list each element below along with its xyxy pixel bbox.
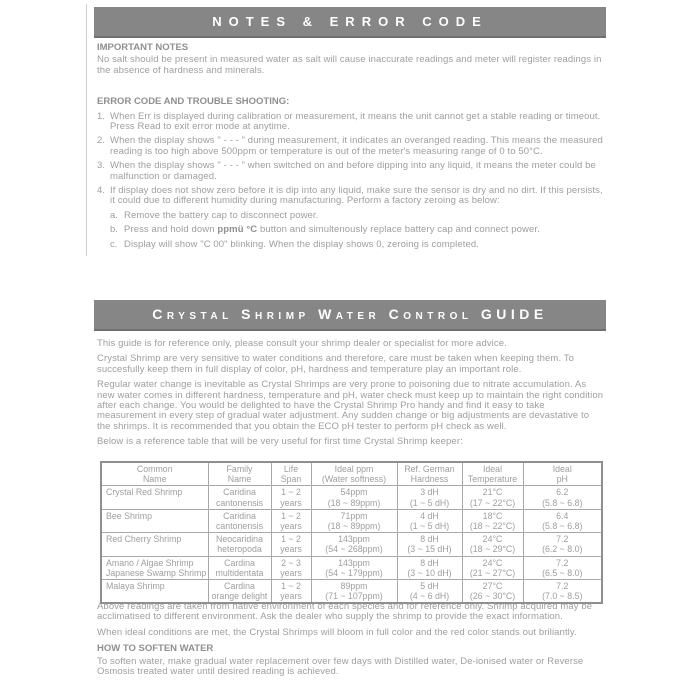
table-header-cell: Ideal pH xyxy=(523,462,602,486)
table-header-cell: Common Name xyxy=(101,462,208,486)
table-header-cell: Life Span xyxy=(271,462,311,486)
table-cell: Crystal Red Shrimp xyxy=(101,486,208,509)
table-cell: 5 dH (4 ~ 6 dH) xyxy=(397,580,462,604)
table-cell: 4 dH (1 ~ 5 dH) xyxy=(397,509,462,532)
table-cell: 2 ~ 3 years xyxy=(271,556,311,579)
item-number: a. xyxy=(110,209,118,221)
item-number: c. xyxy=(110,238,118,250)
item-number: b. xyxy=(110,224,118,236)
table-cell: 1 ~ 2 years xyxy=(271,486,311,509)
table-cell: Neocaridina heteropoda xyxy=(208,533,271,556)
table-cell: 7.2 (6.2 ~ 8.0) xyxy=(523,533,602,556)
shrimp-reference-table xyxy=(100,461,603,604)
item-text: When the display shows " - - - " when switched on and before dipping into any liquid, it means the meter could be malfunction or damaged. xyxy=(110,160,596,182)
error-item-3 xyxy=(97,161,605,182)
scan-edge-line xyxy=(86,4,87,256)
table-cell: 24°C (21 ~ 27°C) xyxy=(462,556,523,579)
table-cell: 8 dH (3 ~ 15 dH) xyxy=(397,533,462,556)
table-cell: Malaya Shrimp xyxy=(101,580,208,604)
table-cell: 6.2 (5.8 ~ 6.8) xyxy=(523,486,602,509)
table-header-cell: Ideal Temperature xyxy=(462,462,523,486)
zeroing-step-a xyxy=(110,211,605,221)
guide-paragraph-3: Regular water change is inevitable as Crystal Shrimps are very prone to poisoning due to nitrate accumulation. As new water comes in different hardness, temperature and pH, water check must keep up to maintain the right condition after each change. You would be delighted to have the Crystal Shrimp Pro handy and find it easy to take measurement in every step of gradual water adjustment. Any sudden change or big adjustments are devastative to the shrimps. It is recommended that you obtain the ECO pH tester to perform pH check as well. xyxy=(97,379,604,432)
table-header-row xyxy=(101,462,602,486)
table-cell: Cardina orange delight xyxy=(208,580,271,604)
error-code-heading: ERROR CODE AND TROUBLE SHOOTING: xyxy=(97,96,290,108)
table-row xyxy=(101,486,602,509)
table-cell: 143ppm (54 ~ 268ppm) xyxy=(311,533,397,556)
table-row xyxy=(101,556,602,579)
table-header-cell: Ref. German Hardness xyxy=(397,462,462,486)
table-header-cell: Ideal ppm (Water softness) xyxy=(311,462,397,486)
table-cell: 3 dH (1 ~ 5 dH) xyxy=(397,486,462,509)
table-cell: 1 ~ 2 years xyxy=(271,533,311,556)
table-cell: 143ppm (54 ~ 179ppm) xyxy=(311,556,397,579)
important-notes-body: No salt should be present in measured water as salt will cause inaccurate readings and meter will register readings in the absence of hardness and minerals. xyxy=(97,54,602,76)
table-cell: 27°C (26 ~ 30°C) xyxy=(462,580,523,604)
zeroing-step-c xyxy=(110,240,605,250)
soften-water-heading: HOW TO SOFTEN WATER xyxy=(97,643,214,655)
item-number: 3. xyxy=(97,160,105,172)
table-row xyxy=(101,509,602,532)
reference-table-block xyxy=(97,461,605,604)
error-item-2 xyxy=(97,136,605,157)
notes-error-section xyxy=(97,43,605,250)
step-b-post: button and simultenously replace battery cap and connect power. xyxy=(257,224,540,236)
table-header-cell: Family Name xyxy=(208,462,271,486)
item-text: When the display shows " - - - " during measurement, it indicates an overanged reading. This means the measured reading is too high above 500ppm or temperature is out of the meter's measuring range of 0 to 50°C. xyxy=(110,135,603,157)
section-title: Crystal Shrimp Water Control GUIDE xyxy=(152,306,548,322)
after-paragraph-2: When ideal conditions are met, the Crystal Shrimps will bloom in full color and the red color stands out briliantly. xyxy=(97,626,577,638)
item-text: If display does not show zero before it is dip into any liquid, make sure the sensor is dry and no dirt. If this persists, it could due to different humidity during manufacturing. Perform a factory zeroing as below: xyxy=(110,185,603,207)
table-cell: 8 dH (3 ~ 10 dH) xyxy=(397,556,462,579)
table-cell: 71ppm (18 ~ 89ppm) xyxy=(311,509,397,532)
item-number: 1. xyxy=(97,110,105,122)
table-row xyxy=(101,533,602,556)
table-cell: 7.2 (6.5 ~ 8.0) xyxy=(523,556,602,579)
table-cell: Cardina multidentata xyxy=(208,556,271,579)
item-text: When Err is displayed during calibration or measurement, it means the unit cannot get a stable reading or timeout. Press Read to exit error mode at anytime. xyxy=(110,110,601,133)
table-cell: 7.2 (7.0 ~ 8.5) xyxy=(523,580,602,604)
zeroing-step-b xyxy=(110,225,605,235)
step-b-pre: Press and hold down xyxy=(124,224,218,236)
error-item-1 xyxy=(97,112,605,133)
table-cell: 54ppm (18 ~ 89ppm) xyxy=(311,486,397,509)
ppm-temp-button-label: ppmü °C xyxy=(217,224,258,236)
table-cell: Caridina cantonensis xyxy=(208,509,271,532)
table-row xyxy=(101,580,602,604)
guide-intro-section xyxy=(97,339,605,448)
after-paragraph-1: Above readings are taken from native environment of each species and for reference only. Shrimp acquired may be acclimatised to different environment. Ask the dealer who supply the shrimp to provide the exact information. xyxy=(97,601,593,623)
table-cell: 6.4 (5.8 ~ 6.8) xyxy=(523,509,602,532)
table-cell: 1 ~ 2 years xyxy=(271,509,311,532)
item-text: Remove the battery cap to disconnect power. xyxy=(124,209,319,221)
after-table-section xyxy=(97,602,605,677)
item-text: Display will show "C 00" blinking. When the display shows 0, zeroing is completed. xyxy=(124,238,479,250)
section-header-notes-error-code xyxy=(94,7,606,38)
soften-water-body: To soften water, make gradual water replacement over few days with Distilled water, De-ionised water or Reverse Osmosis treated water until desired reading is achieved. xyxy=(97,655,584,678)
error-item-4 xyxy=(97,186,605,207)
item-text xyxy=(124,225,605,235)
guide-paragraph-1: This guide is for reference only, please consult your shrimp dealer or specialist for more advice. xyxy=(97,338,507,349)
table-cell: 24°C (18 ~ 29°C) xyxy=(462,533,523,556)
guide-paragraph-2: Crystal Shrimp are very sensitive to water conditions and therefore, care must be taken when keeping them. To succesfully keep them in full display of color, pH, hardness and temperature play an important role. xyxy=(97,353,574,375)
table-cell: 1 ~ 2 years xyxy=(271,580,311,604)
table-cell: 18°C (18 ~ 22°C) xyxy=(462,509,523,532)
important-notes-heading: IMPORTANT NOTES xyxy=(97,42,189,53)
table-cell: Caridina cantonensis xyxy=(208,486,271,509)
table-cell: Red Cherry Shrimp xyxy=(101,533,208,556)
item-number: 2. xyxy=(97,135,105,147)
section-header-water-control-guide xyxy=(94,300,606,331)
guide-paragraph-4: Below is a reference table that will be very useful for first time Crystal Shrimp keeper: xyxy=(97,436,463,448)
table-cell: Bee Shrimp xyxy=(101,509,208,532)
section-title: NOTES & ERROR CODE xyxy=(212,14,488,29)
table-cell: 21°C (17 ~ 22°C) xyxy=(462,486,523,509)
item-number: 4. xyxy=(97,185,105,197)
table-cell: Amano / Algae Shrimp Japanese Swamp Shrimp xyxy=(101,556,208,579)
table-cell: 89ppm (71 ~ 107ppm) xyxy=(311,580,397,604)
